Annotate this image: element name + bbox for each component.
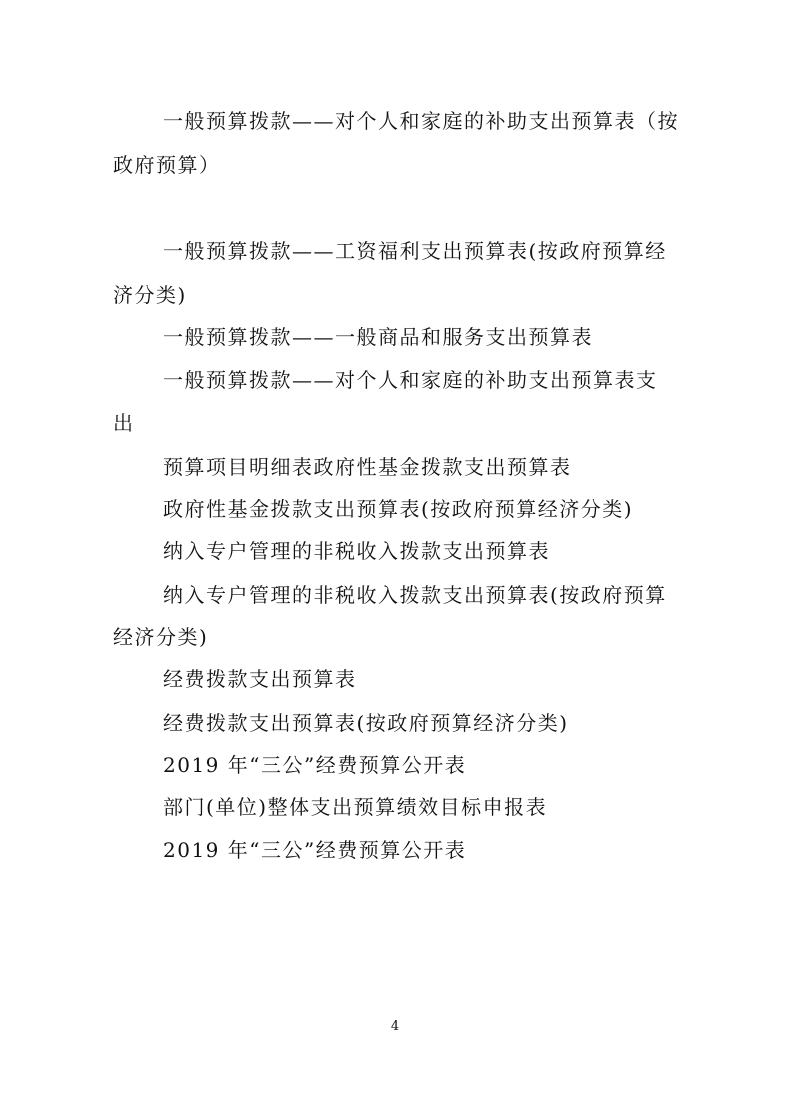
- entry-6: 政府性基金拨款支出预算表(按政府预算经济分类): [163, 497, 634, 521]
- entry-line: 一般预算拨款——对个人和家庭的补助支出预算表（按: [163, 109, 679, 133]
- entry-line: 经济分类): [113, 625, 209, 649]
- entry-5: 预算项目明细表政府性基金拨款支出预算表: [163, 455, 572, 479]
- entry-11: 2019 年“三公”经费预算公开表: [163, 753, 467, 777]
- entry-line: 一般预算拨款——工资福利支出预算表(按政府预算经: [163, 239, 667, 263]
- entry-13: 2019 年“三公”经费预算公开表: [163, 838, 467, 862]
- entry-9: 经费拨款支出预算表: [163, 667, 357, 691]
- entry-line: 一般预算拨款——对个人和家庭的补助支出预算表支: [163, 368, 658, 392]
- entry-line: 出: [113, 411, 135, 435]
- page-number: 4: [390, 1019, 400, 1034]
- entry-7: 纳入专户管理的非税收入拨款支出预算表: [163, 539, 550, 563]
- entry-line: 济分类): [113, 283, 187, 307]
- entry-line: 政府预算）: [113, 153, 221, 177]
- entry-10: 经费拨款支出预算表(按政府预算经济分类): [163, 711, 569, 735]
- entry-12: 部门(单位)整体支出预算绩效目标申报表: [163, 795, 548, 819]
- entry-3: 一般预算拨款——一般商品和服务支出预算表: [163, 325, 593, 349]
- entry-line: 纳入专户管理的非税收入拨款支出预算表(按政府预算: [163, 583, 667, 607]
